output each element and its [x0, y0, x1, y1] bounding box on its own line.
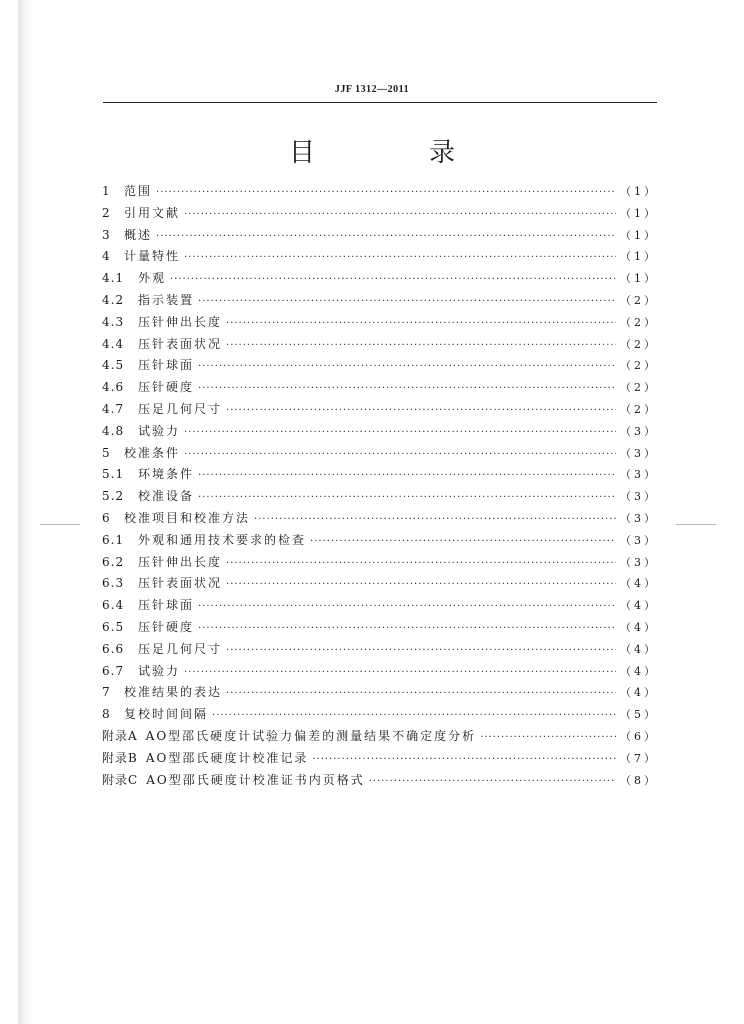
scan-speck [40, 524, 80, 525]
toc-entry [102, 749, 658, 771]
toc-leader-dots [198, 361, 616, 372]
toc-leader-dots [198, 470, 616, 481]
toc-entry [102, 487, 658, 509]
toc-entry [102, 683, 658, 705]
toc-entry-title: 概述 [124, 227, 153, 242]
toc-leader-dots [310, 536, 616, 547]
toc-entry-title: AO型邵氏硬度计试验力偏差的测量结果不确定度分析 [145, 728, 477, 743]
toc-entry [102, 247, 658, 269]
toc-entry-page: （1） [620, 272, 658, 286]
toc-leader-dots [198, 296, 616, 307]
toc-entry-title: 压足几何尺寸 [138, 401, 223, 416]
toc-entry-title: 校准设备 [138, 489, 195, 504]
toc-entry-page: （4） [620, 686, 658, 700]
toc-entry-title: AO型邵氏硬度计校准记录 [145, 750, 309, 765]
toc-entry-page: （3） [620, 533, 658, 547]
toc-entry-number: 2 [102, 205, 111, 220]
toc-entry-page: （4） [620, 664, 658, 678]
toc-entry-number: 4 [102, 249, 111, 264]
toc-entry-number: 4.8 [102, 423, 125, 438]
toc-entry-number: 6.6 [102, 641, 125, 656]
toc-entry-title: 压针表面状况 [138, 336, 223, 351]
toc-entry-title: 指示装置 [138, 292, 195, 307]
toc-entry-page: （5） [620, 708, 658, 722]
toc-entry-page: （3） [620, 511, 658, 525]
toc-leader-dots [226, 318, 616, 329]
toc-entry-number: 附录A [102, 728, 138, 743]
toc-entry-title: 外观和通用技术要求的检查 [138, 532, 307, 547]
toc-entry-title: 压针球面 [138, 598, 195, 613]
toc-leader-dots [198, 601, 616, 612]
page-title: 目 录 [288, 138, 499, 168]
toc-entry-title: 复校时间间隔 [124, 707, 209, 722]
table-of-contents [102, 182, 658, 792]
toc-entry-title: 压针硬度 [138, 380, 195, 395]
toc-entry-number: 6 [102, 510, 111, 525]
toc-entry [102, 204, 658, 226]
toc-entry-page: （6） [620, 729, 658, 743]
toc-entry-title: 试验力 [138, 423, 181, 438]
toc-entry-page: （3） [620, 468, 658, 482]
toc-entry-number: 4.4 [102, 336, 125, 351]
toc-leader-dots [226, 688, 616, 699]
toc-entry-title: 计量特性 [124, 249, 181, 264]
toc-leader-dots [226, 340, 616, 351]
toc-entry [102, 226, 658, 248]
toc-entry-page: （2） [620, 359, 658, 373]
toc-leader-dots [156, 231, 616, 242]
toc-leader-dots [226, 405, 616, 416]
toc-leader-dots [369, 776, 616, 787]
toc-leader-dots [226, 558, 616, 569]
toc-entry-page: （8） [620, 773, 658, 787]
toc-leader-dots [156, 187, 616, 198]
standard-code: JJF 1312—2011 [334, 84, 410, 95]
toc-entry [102, 771, 658, 793]
toc-entry-number: 1 [102, 184, 111, 198]
toc-entry-page: （3） [620, 446, 658, 460]
toc-entry-number: 4.1 [102, 271, 125, 286]
toc-entry-number: 3 [102, 227, 111, 242]
toc-entry-number: 4.2 [102, 292, 125, 307]
toc-entry-number: 8 [102, 707, 111, 722]
toc-entry-title: AO型邵氏硬度计校准证书内页格式 [146, 772, 365, 787]
toc-entry-title: 压足几何尺寸 [138, 641, 223, 656]
toc-entry-title: 环境条件 [138, 467, 195, 482]
toc-entry-page: （2） [620, 381, 658, 395]
toc-entry-number: 4.5 [102, 358, 125, 373]
toc-entry-page: （2） [620, 402, 658, 416]
toc-leader-dots [198, 623, 616, 634]
toc-entry-title: 校准结果的表达 [124, 685, 223, 700]
toc-entry [102, 705, 658, 727]
toc-entry-title: 范围 [124, 184, 153, 198]
toc-leader-dots [184, 667, 616, 678]
toc-entry [102, 531, 658, 553]
toc-entry-number: 6.5 [102, 619, 125, 634]
toc-leader-dots [198, 492, 616, 503]
toc-entry-title: 压针伸出长度 [138, 554, 223, 569]
scan-speck [676, 524, 716, 525]
toc-entry-number: 5.1 [102, 467, 125, 482]
toc-entry-title: 引用文献 [124, 205, 181, 220]
toc-entry-page: （1） [620, 228, 658, 242]
toc-entry-number: 6.4 [102, 598, 125, 613]
toc-entry-number: 6.7 [102, 663, 125, 678]
toc-leader-dots [226, 579, 616, 590]
toc-leader-dots [212, 710, 616, 721]
toc-entry-page: （2） [620, 315, 658, 329]
toc-entry-title: 外观 [138, 271, 167, 286]
toc-entry-title: 压针伸出长度 [138, 314, 223, 329]
toc-entry-page: （1） [620, 185, 658, 198]
toc-leader-dots [226, 645, 616, 656]
toc-entry-page: （2） [620, 337, 658, 351]
toc-leader-dots [170, 274, 616, 285]
toc-entry [102, 509, 658, 531]
toc-entry [102, 313, 658, 335]
toc-entry [102, 596, 658, 618]
toc-entry-number: 4.3 [102, 314, 125, 329]
toc-leader-dots [184, 209, 616, 220]
toc-entry-page: （1） [620, 250, 658, 264]
toc-entry [102, 378, 658, 400]
toc-entry-title: 试验力 [138, 663, 181, 678]
toc-entry-page: （4） [620, 620, 658, 634]
toc-entry [102, 356, 658, 378]
toc-entry-number: 7 [102, 685, 111, 700]
toc-leader-dots [184, 427, 616, 438]
toc-entry [102, 444, 658, 466]
toc-entry-page: （3） [620, 424, 658, 438]
toc-entry [102, 291, 658, 313]
toc-entry-title: 压针球面 [138, 358, 195, 373]
toc-entry-page: （3） [620, 490, 658, 504]
toc-entry-page: （4） [620, 642, 658, 656]
toc-entry-number: 4.6 [102, 380, 125, 395]
toc-entry-page: （2） [620, 293, 658, 307]
toc-entry-title: 压针硬度 [138, 619, 195, 634]
header-rule [103, 102, 657, 103]
toc-leader-dots [184, 252, 616, 263]
toc-entry [102, 335, 658, 357]
toc-entry-title: 校准项目和校准方法 [124, 510, 251, 525]
toc-entry-number: 附录C [102, 772, 139, 787]
toc-entry [102, 269, 658, 291]
toc-entry [102, 662, 658, 684]
toc-entry [102, 727, 658, 749]
toc-entry-title: 校准条件 [124, 445, 181, 460]
toc-entry [102, 182, 658, 204]
toc-entry-page: （7） [620, 751, 658, 765]
toc-entry-number: 附录B [102, 750, 138, 765]
toc-entry [102, 553, 658, 575]
toc-entry-number: 5.2 [102, 489, 125, 504]
toc-entry-number: 6.3 [102, 576, 125, 591]
toc-leader-dots [480, 732, 616, 743]
toc-entry-page: （1） [620, 206, 658, 220]
toc-entry [102, 574, 658, 596]
toc-leader-dots [198, 383, 616, 394]
toc-entry-page: （4） [620, 599, 658, 613]
toc-entry-page: （3） [620, 555, 658, 569]
toc-leader-dots [254, 514, 616, 525]
toc-leader-dots [184, 449, 616, 460]
toc-entry-number: 6.2 [102, 554, 125, 569]
toc-entry [102, 618, 658, 640]
toc-entry-number: 4.7 [102, 401, 125, 416]
toc-entry [102, 640, 658, 662]
toc-entry-number: 5 [102, 445, 111, 460]
toc-entry [102, 465, 658, 487]
toc-entry-number: 6.1 [102, 532, 125, 547]
toc-entry [102, 400, 658, 422]
toc-entry-page: （4） [620, 577, 658, 591]
toc-entry [102, 422, 658, 444]
toc-entry-title: 压针表面状况 [138, 576, 223, 591]
toc-leader-dots [312, 754, 616, 765]
